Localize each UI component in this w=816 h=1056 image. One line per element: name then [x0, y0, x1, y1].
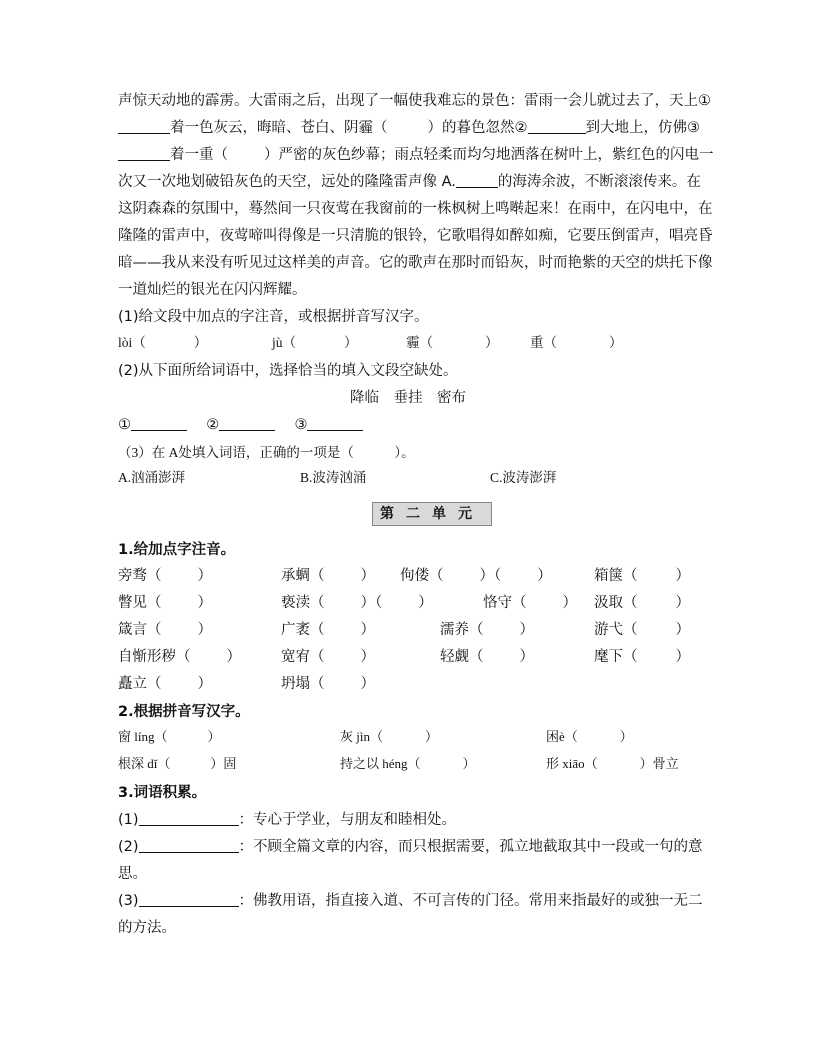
s1-r2-item-2[interactable]: 亵渎（ ）（ ）	[281, 595, 433, 611]
s3-item-2-cont: 思。	[118, 866, 147, 882]
s3-item-3-cont: 的方法。	[118, 920, 176, 936]
s3-blank-2[interactable]	[139, 834, 239, 853]
passage-line-5: 这阴森森的氛围中，蓦然间一只夜莺在我窗前的一株枫树上鸣啭起来！在雨中，在闪电中，在	[118, 201, 713, 217]
option-b[interactable]: B.波涛汹涌	[300, 470, 367, 485]
q1-item-1[interactable]: lòi（ ）	[118, 335, 208, 350]
s1-r1-item-3[interactable]: 佝偻（ ）（ ）	[400, 568, 552, 584]
passage-line-4: 次又一次地划破铅灰色的天空，远处的隆隆雷声像 A. 的海涛余波，不断滚滚传来。在	[118, 169, 698, 196]
question-2-blanks: ① ② ③	[118, 412, 698, 439]
s1-r3-item-2[interactable]: 广袤（ ）	[281, 622, 375, 638]
s1-r1-item-1[interactable]: 旁骛（ ）	[118, 568, 212, 584]
passage-line-2: 着一色灰云，晦暗、苍白、阴霾（ ）的暮色忽然② 到大地上，仿佛③	[118, 115, 698, 142]
s1-row-5	[118, 672, 698, 699]
question-2-prompt: (2)从下面所给词语中，选择恰当的填入文段空缺处。	[118, 363, 458, 379]
s3-item-2: (2) ：不顾全篇文章的内容，而只根据需要，孤立地截取其中一段或一句的意	[118, 834, 698, 861]
s1-r1-item-2[interactable]: 承蜩（ ）	[281, 568, 375, 584]
s1-r3-item-4[interactable]: 游弋（ ）	[594, 622, 690, 638]
worksheet-page	[118, 88, 714, 942]
s2-r2-item-2[interactable]: 持之以 héng（ ）	[340, 756, 476, 771]
s3-item-3: (3) ：佛教用语，指直接入道、不可言传的门径。常用来指最好的或独一无二	[118, 888, 698, 915]
question-3-prompt: （3）在 A处填入词语，正确的一项是（ ）。	[118, 445, 415, 460]
s1-r1-item-4[interactable]: 箱箧（ ）	[594, 568, 690, 584]
s2-r1-item-2[interactable]: 灰 jìn（ ）	[340, 729, 438, 744]
s1-r2-item-4[interactable]: 汲取（ ）	[594, 595, 690, 611]
passage-line-8: 一道灿烂的银光在闪闪辉耀。	[118, 282, 307, 298]
q1-item-4[interactable]: 重（ ）	[530, 335, 623, 350]
s1-r5-item-2[interactable]: 坍塌（ ）	[281, 676, 375, 692]
q1-item-2[interactable]: jù（ ）	[272, 335, 358, 350]
q2-blank-2[interactable]	[219, 412, 275, 431]
s1-r3-item-1[interactable]: 箴言（ ）	[118, 622, 212, 638]
passage-line-6: 隆隆的雷声中，夜莺啼叫得像是一只清脆的银铃，它歌唱得如醉如痴，它要压倒雷声，唱亮昏	[118, 228, 713, 244]
section-3-heading: 3.词语积累。	[118, 785, 207, 801]
blank-3[interactable]	[118, 142, 170, 161]
q2-blank-1[interactable]	[131, 412, 187, 431]
blank-2[interactable]	[528, 115, 586, 134]
passage-line-7: 暗——我从来没有听见过这样美的声音。它的歌声在那时而铅灰，时而艳紫的天空的烘托下像	[118, 255, 713, 271]
blank-a[interactable]	[456, 169, 498, 188]
s2-r2-item-1[interactable]: 根深 dǐ（ ）固	[118, 756, 237, 771]
passage-line-3: 着一重（ ）严密的灰色纱幕；雨点轻柔而均匀地洒落在树叶上，紫红色的闪电一	[118, 142, 698, 169]
s1-row-3	[118, 618, 698, 645]
question-1-items	[118, 331, 698, 358]
s3-blank-3[interactable]	[139, 888, 239, 907]
question-1-prompt: (1)给文段中加点的字注音，或根据拼音写汉字。	[118, 309, 429, 325]
s1-r2-item-3[interactable]: 恪守（ ）	[483, 595, 577, 611]
q2-blank-3[interactable]	[307, 412, 363, 431]
s1-r2-item-1[interactable]: 瞥见（ ）	[118, 595, 212, 611]
s1-r4-item-3[interactable]: 轻觑（ ）	[440, 649, 534, 665]
section-1-heading: 1.给加点字注音。	[118, 542, 236, 558]
s1-row-4	[118, 645, 698, 672]
s1-r3-item-3[interactable]: 濡养（ ）	[440, 622, 534, 638]
blank-1[interactable]	[118, 115, 170, 134]
s3-blank-1[interactable]	[139, 807, 239, 826]
s2-r1-item-1[interactable]: 窗 líng（ ）	[118, 729, 221, 744]
word-bank: 降临 垂挂 密布	[350, 390, 466, 406]
s1-r5-item-1[interactable]: 矗立（ ）	[118, 676, 212, 692]
unit-title: 第二单元	[372, 502, 492, 526]
s3-item-1: (1) ：专心于学业，与朋友和睦相处。	[118, 807, 698, 834]
s2-row-2	[118, 753, 698, 780]
s1-row-1	[118, 564, 698, 591]
s1-r4-item-2[interactable]: 宽宥（ ）	[281, 649, 375, 665]
passage-line-1: 声惊天动地的霹雳。大雷雨之后，出现了一幅使我难忘的景色：雷雨一会儿就过去了，天上①	[118, 93, 711, 109]
s1-row-2	[118, 591, 698, 618]
section-2-heading: 2.根据拼音写汉字。	[118, 704, 250, 720]
s2-r2-item-3[interactable]: 形 xiāo（ ）骨立	[546, 756, 679, 771]
s1-r4-item-1[interactable]: 自惭形秽（ ）	[118, 649, 241, 665]
unit-header	[118, 499, 698, 529]
option-a[interactable]: A.汹涌澎湃	[118, 470, 186, 485]
s1-r4-item-4[interactable]: 麾下（ ）	[594, 649, 690, 665]
q1-item-3[interactable]: 霾（ ）	[406, 335, 499, 350]
question-3-options	[118, 466, 698, 493]
s2-r1-item-3[interactable]: 困è（ ）	[546, 729, 633, 744]
s2-row-1	[118, 726, 698, 753]
option-c[interactable]: C.波涛澎湃	[490, 470, 557, 485]
